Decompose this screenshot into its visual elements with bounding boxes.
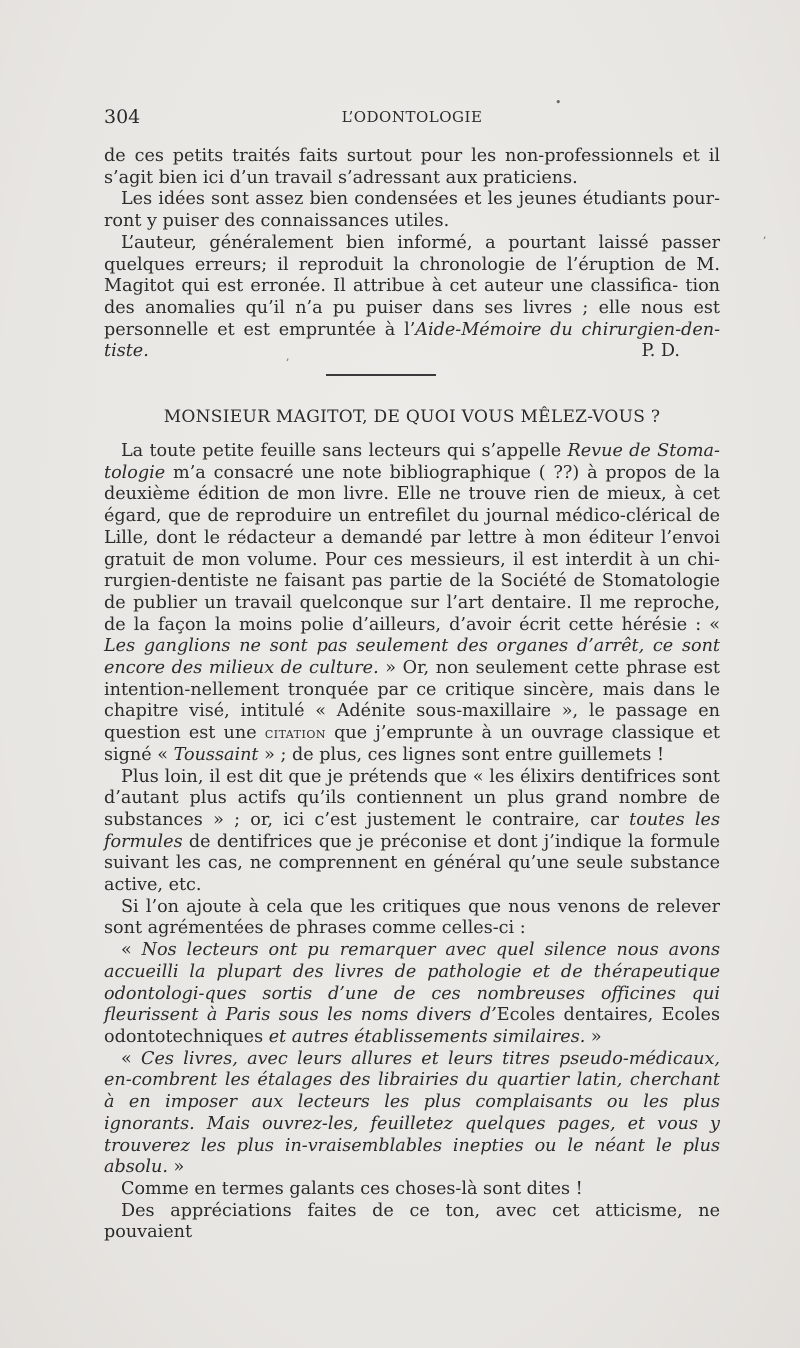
text: »	[167, 1157, 185, 1178]
review-paragraph-2	[104, 189, 720, 232]
article-body	[104, 441, 720, 1244]
text: Ecoles dentaires, Ecoles odontotechniques	[104, 1005, 720, 1047]
text: de dentifrices que je préconise et dont j’indique la formule suivant les cas, ne comprennent en général qu’une seule substance active, etc.	[104, 831, 720, 896]
text: m’a consacré une note bibliographique ( ??) à propos de la deuxième édition de mon livre. Elle ne trouve rien de mieux, à cet égard, que de reproduire un entrefilet du journal médico-clérical de Lille, dont le rédacteur a demandé par lettre à mon éditeur l’envoi gratuit de mon volume. Pour ces messieurs, il est interdit à un chi-rurgien-dentiste ne faisant pas partie de la Société de Stomatologie de publier un travail quelconque sur l’art dentaire. Il me reproche, de la façon la moins polie d’ailleurs, d’avoir écrit cette hérésie : «	[104, 462, 720, 635]
article-paragraph-4: Comme en termes galants ces choses-là sont dites !	[121, 1178, 583, 1199]
text-line: s’agit bien ici d’un travail s’adressant aux praticiens.	[104, 167, 578, 188]
text-line: tion des anomalies qu’il n’a pu puiser dans ses livres ; elle nous est	[104, 276, 721, 318]
paper-speck: ,	[763, 228, 767, 241]
article-paragraph-1	[104, 441, 720, 767]
text: » Or, non seulement cette phrase est intention-nellement tronquée par ce critique sincère, mais dans le chapitre visé, intitulé « Adénite sous-maxillaire », le passage en question est une	[104, 658, 720, 744]
article-paragraph-2	[104, 767, 720, 897]
text-line: quelques erreurs; il reproduit la chronologie de l’éruption de	[104, 254, 687, 275]
quote-text: Ces livres, avec leurs allures et leurs titres pseudo-médicaux, en-combrent les étalages des librairies du quartier latin, cherchant à en imposer aux lecteurs les plus complaisants ou les plus ignorants. Mais ouvrez-les, feuilletez quelques pages, et vous y trouverez les plus in-vraisemblables inepties ou le néant le plus absolu.	[104, 1048, 721, 1178]
quote-paragraph-1	[104, 940, 720, 1049]
paper-speck: ,	[286, 350, 290, 363]
text: Plus loin, il est dit que je prétends que « les élixirs dentifrices sont d’autant plus actifs qu’ils contiennent un plus grand nombre de substances » ; or, ici c’est justement le contraire, car	[104, 766, 720, 830]
paper-speck: •	[555, 96, 562, 109]
running-title: L’ODONTOLOGIE	[341, 108, 483, 126]
book-title-end: tiste.	[104, 341, 149, 362]
section-divider	[326, 374, 436, 376]
page-number: 304	[104, 106, 141, 128]
book-title: Aide-Mémoire du chirurgien-den-	[415, 319, 721, 340]
author-name: Toussaint	[173, 744, 259, 765]
text: » ; de plus, ces lignes sont entre guillemets !	[258, 744, 665, 765]
quote-paragraph-2	[104, 1049, 720, 1179]
review-paragraph-3	[104, 233, 720, 363]
text: »	[585, 1026, 602, 1047]
text-line: de ces petits traités faits surtout pour les non-professionnels et il	[104, 146, 720, 166]
text-line: ront y puiser des connaissances utiles.	[104, 211, 450, 232]
quoted-sentence: Les ganglions ne sont pas seulement des organes d’arrêt, ce sont encore des milieux de culture.	[104, 636, 720, 679]
page-header	[104, 106, 720, 132]
citation-word: citation	[264, 724, 326, 743]
article-title: MONSIEUR MAGITOT, DE QUOI VOUS MÊLEZ-VOUS ?	[163, 407, 661, 427]
text-line: personnelle et est empruntée à l’	[104, 319, 416, 340]
text-line: L’auteur, généralement bien informé, a pourtant laissé passer	[121, 232, 720, 253]
article-paragraph-3: Si l’on ajoute à cela que les critiques que nous venons de relever sont agrémentées de phrases comme celles-ci :	[104, 896, 720, 939]
review-paragraph-1	[104, 146, 720, 189]
text: «	[121, 940, 142, 961]
signature: P. D.	[641, 341, 680, 362]
quote-text: Nos lecteurs ont pu remarquer avec quel silence nous avons accueilli la plupart des livres de pathologie et de thérapeutique odontologi-ques sortis d’une de ces nombreuses officines qui fleurissent à Paris sous les noms divers d’	[104, 940, 721, 1026]
emphasis: toutes les formules	[104, 809, 720, 852]
text-line: M. Magitot qui est erronée. Il attribue à cet auteur une classifica-	[104, 254, 720, 297]
text: La toute petite feuille sans lecteurs qui s’appelle	[121, 441, 568, 461]
article-paragraph-5: Des appréciations faites de ce ton, avec cet atticisme, ne pouvaient	[104, 1200, 720, 1243]
text: «	[121, 1048, 142, 1069]
review-section	[104, 146, 720, 363]
quote-text: et autres établissements similaires.	[263, 1026, 586, 1047]
text: que j’emprunte à un ouvrage classique et signé «	[104, 723, 720, 765]
journal-name: Revue de Stoma-tologie	[104, 441, 720, 483]
text-line: Les idées sont assez bien condensées et les jeunes étudiants pour-	[121, 189, 720, 210]
